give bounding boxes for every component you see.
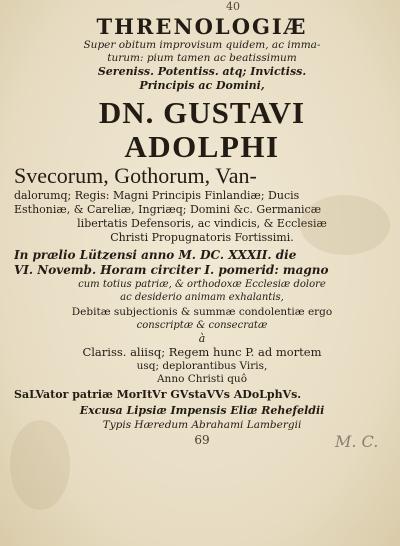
paper-stain bbox=[10, 420, 70, 510]
subtitle-line-1: Super obitum improvisum quidem, ac imma- bbox=[83, 39, 321, 51]
subtitle-line-2: turum: pium tamen ac beatissimum bbox=[107, 52, 297, 64]
consecration-line-1: Debitæ subjectionis & summæ condolentiæ ergo bbox=[71, 306, 333, 318]
titles-line-2: Esthoniæ, & Careliæ, Ingriæq; Domini &c. Germanicæ bbox=[14, 203, 322, 216]
imprint-line-2: Typis Hæredum Abrahami Lambergii bbox=[102, 419, 302, 431]
bottom-mark: 69 bbox=[194, 434, 210, 447]
main-title: THRENOLOGIÆ bbox=[96, 14, 308, 39]
name-line-1: DN. GUSTAVI bbox=[98, 96, 306, 130]
titles-line-3: libertatis Defensoris, ac vindicis, & Ecclesiæ bbox=[77, 217, 327, 230]
battle-line-1: In prælio Lützensi anno M. DC. XXXII. die bbox=[14, 248, 297, 262]
name-line-2: ADOLPHI bbox=[124, 130, 280, 163]
authors-line-2: usq; deplorantibus Viris, bbox=[136, 360, 268, 372]
margin-note: M. C. bbox=[335, 432, 379, 451]
page-number: 40 bbox=[226, 0, 240, 13]
imprint-line-1: Excusa Lipsiæ Impensis Eliæ Rehefeldii bbox=[79, 404, 325, 417]
authors-line-3: Anno Christi quô bbox=[156, 373, 248, 385]
honorific-line-1: Sereniss. Potentiss. atq; Invictiss. bbox=[97, 65, 307, 78]
a-line: à bbox=[198, 332, 206, 345]
grief-line-2: ac desiderio animam exhalantis, bbox=[120, 292, 284, 303]
titles-line-4: Christi Propugnatoris Fortissimi. bbox=[110, 231, 294, 244]
peoples-line: Svecorum, Gothorum, Van- bbox=[14, 163, 257, 188]
chronogram: SaLVator patriæ MorItVr GVstaVVs ADoLphVs. bbox=[14, 388, 302, 401]
paper-stain bbox=[300, 195, 390, 255]
consecration-line-2: conscriptæ & consecratæ bbox=[136, 320, 268, 331]
honorific-line-2: Principis ac Domini, bbox=[139, 79, 265, 92]
titles-line-1: dalorumq; Regis: Magni Principis Finlandiæ; Ducis bbox=[14, 189, 300, 202]
battle-line-2: VI. Novemb. Horam circiter I. pomerid: magno bbox=[14, 263, 329, 277]
grief-line-1: cum totius patriæ, & orthodoxæ Ecclesiæ dolore bbox=[78, 279, 326, 290]
authors-line-1: Clariss. aliisq; Regem hunc P. ad mortem bbox=[82, 345, 322, 359]
